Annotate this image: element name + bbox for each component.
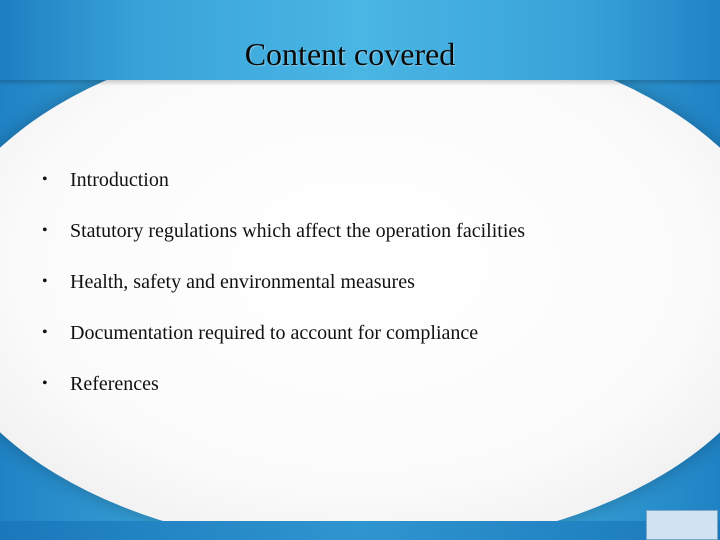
list-item [42,217,525,268]
bottom-band [0,521,720,540]
bullet-icon: • [42,273,48,290]
bullet-list [42,166,525,421]
bullet-text: Introduction [70,169,169,191]
list-item [42,268,525,319]
list-item [42,166,525,217]
bullet-text: Statutory regulations which affect the operation facilities [70,220,526,242]
list-item [42,319,525,370]
bullet-text: Health, safety and environmental measures [70,271,415,293]
bullet-icon: • [42,171,48,188]
list-item [42,370,525,421]
bullet-icon: • [42,324,48,341]
corner-box [646,510,718,540]
bullet-icon: • [42,375,48,392]
slide-title: Content covered [244,36,456,72]
bullet-text: Documentation required to account for compliance [70,322,479,344]
bullet-icon: • [42,222,48,239]
bullet-text: References [70,373,159,395]
